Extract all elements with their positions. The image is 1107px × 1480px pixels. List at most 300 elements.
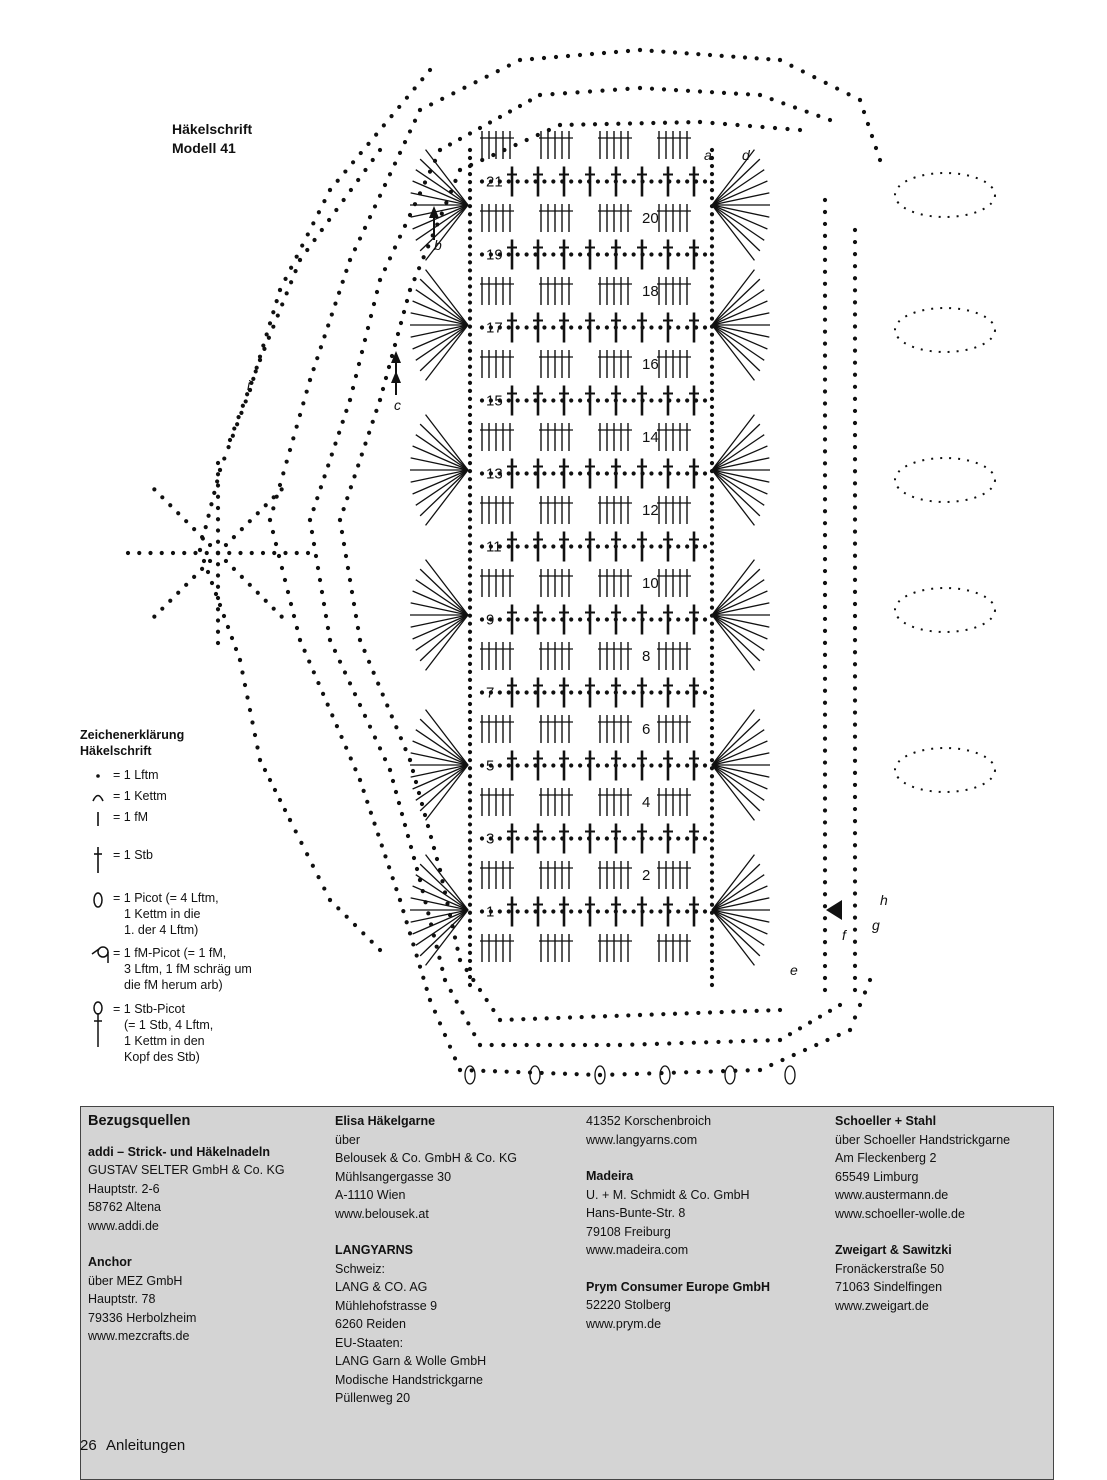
side-chain: [710, 518, 713, 521]
outer-chain-round: [853, 892, 856, 895]
left-arm-chain: [255, 366, 258, 369]
row-chain: [525, 472, 528, 475]
outer-chain-round: [378, 747, 381, 750]
side-chain: [710, 365, 713, 368]
row-chain: [543, 399, 546, 402]
side-chain: [468, 429, 471, 432]
outer-chain-round: [853, 313, 856, 316]
row-chain: [543, 545, 546, 548]
row-chain: [623, 910, 626, 913]
outer-chain-round: [823, 617, 826, 620]
left-arm-chain: [218, 603, 221, 606]
outer-chain-round: [366, 800, 369, 803]
outer-chain-round: [823, 498, 826, 501]
outer-chain-round: [548, 1043, 551, 1046]
side-chain: [468, 301, 471, 304]
legend-text: = 1 Stb-Picot: [113, 1002, 185, 1016]
left-arm-chain: [323, 200, 326, 203]
row-number-label: 10: [642, 575, 659, 592]
row-chain: [703, 399, 706, 402]
medallion-spoke: [160, 551, 163, 554]
outer-chain-round: [498, 1018, 501, 1021]
side-chain: [710, 277, 713, 280]
outer-chain-round: [330, 453, 333, 456]
medallion-spoke: [126, 551, 129, 554]
row-chain: [552, 545, 555, 548]
medallion-spoke: [194, 551, 197, 554]
side-chain: [468, 767, 471, 770]
row-chain: [480, 691, 483, 694]
side-chain: [710, 349, 713, 352]
side-chain: [710, 983, 713, 986]
stb-picot-icon: [90, 1001, 110, 1049]
row-chain: [525, 910, 528, 913]
outer-chain-round: [853, 904, 856, 907]
medallion-spoke: [171, 551, 174, 554]
outer-chain-round: [354, 614, 357, 617]
medallion-spoke: [216, 495, 219, 498]
medallion-spoke: [216, 596, 219, 599]
medallion-spoke: [239, 551, 242, 554]
side-chain: [710, 301, 713, 304]
side-chain: [468, 229, 471, 232]
outer-chain-round: [823, 593, 826, 596]
outer-chain-round: [853, 940, 856, 943]
row-number-label: 16: [642, 356, 659, 373]
side-chain: [710, 678, 713, 681]
medallion-spoke: [193, 575, 196, 578]
side-chain: [710, 975, 713, 978]
left-arm-chain: [246, 696, 249, 699]
outer-chain-round: [363, 649, 366, 652]
outer-chain-round: [360, 350, 363, 353]
outer-chain-round: [853, 554, 856, 557]
outer-chain-round: [853, 988, 856, 991]
vendor-link[interactable]: www.mezcrafts.de: [88, 1329, 190, 1343]
medallion-spoke: [216, 641, 219, 644]
fan-shell-left: [426, 910, 468, 965]
outer-chain-round: [767, 58, 770, 61]
outer-chain-round: [303, 649, 306, 652]
row-number-label: 14: [642, 429, 659, 446]
left-arm-chain: [258, 758, 261, 761]
row-chain: [623, 326, 626, 329]
left-arm-chain: [336, 179, 339, 182]
fan-shell-right: [712, 910, 754, 965]
medallion-spoke: [216, 619, 219, 622]
side-chain: [710, 959, 713, 962]
stb-picot: [785, 1066, 795, 1084]
outer-chain-round: [823, 198, 826, 201]
outer-chain-round: [427, 912, 430, 915]
outer-chain-round: [823, 905, 826, 908]
row-chain: [516, 399, 519, 402]
medallion-spoke: [216, 529, 219, 532]
outer-chain-round: [588, 90, 591, 93]
row-chain: [650, 399, 653, 402]
outer-chain-round: [773, 126, 776, 129]
outer-chain-round: [278, 483, 281, 486]
row-chain: [703, 326, 706, 329]
vendor-line: U. + M. Schmidt & Co. GmbH: [586, 1187, 750, 1202]
outer-chain-round: [342, 542, 345, 545]
vendor-link[interactable]: www.belousek.at: [335, 1206, 429, 1221]
outer-chain-round: [414, 780, 417, 783]
row-chain: [650, 326, 653, 329]
row-chain: [579, 253, 582, 256]
outer-chain-round: [418, 965, 421, 968]
left-arm-chain: [254, 370, 257, 373]
row-chain: [507, 472, 510, 475]
fan-shell-right: [712, 205, 760, 251]
outer-chain-round: [823, 821, 826, 824]
outer-chain-round: [798, 1027, 801, 1030]
left-arm-chain: [323, 887, 326, 890]
row-chain: [686, 618, 689, 621]
outer-chain-round: [295, 425, 298, 428]
row-chain: [525, 326, 528, 329]
outer-chain-round: [372, 302, 375, 305]
outer-chain-round: [805, 110, 808, 113]
outer-chain-round: [628, 122, 631, 125]
side-chain: [468, 726, 471, 729]
picot-icon: [90, 890, 110, 910]
outer-chain-round: [474, 81, 477, 84]
outer-chain-round: [781, 1058, 784, 1061]
outer-chain-round: [766, 1039, 769, 1042]
side-chain: [710, 638, 713, 641]
side-chain: [468, 911, 471, 914]
side-chain: [468, 887, 471, 890]
outer-chain-round: [853, 832, 856, 835]
side-chain: [710, 172, 713, 175]
medallion-spoke: [248, 583, 251, 586]
vendor-link[interactable]: www.austermann.de: [835, 1188, 949, 1202]
outer-chain-round: [441, 97, 444, 100]
left-arm-chain: [317, 211, 320, 214]
side-chain: [468, 221, 471, 224]
row-number-label: 12: [642, 502, 659, 519]
row-chain: [552, 472, 555, 475]
row-chain: [677, 618, 680, 621]
outer-chain-round: [617, 122, 620, 125]
side-chain: [710, 686, 713, 689]
row-chain: [659, 910, 662, 913]
medallion-spoke: [240, 575, 243, 578]
outer-chain-round: [770, 98, 773, 101]
side-chain: [468, 799, 471, 802]
fan-shell-right: [712, 325, 760, 371]
side-chain: [468, 518, 471, 521]
vendor-link[interactable]: www.schoeller-wolle.de: [835, 1206, 965, 1221]
vendor-line: Püllenweg 20: [335, 1391, 411, 1405]
side-chain: [710, 164, 713, 167]
outer-chain-round: [384, 855, 387, 858]
outer-chain-round: [563, 1072, 566, 1075]
side-chain: [710, 181, 713, 184]
left-arm-chain: [351, 161, 354, 164]
side-chain: [468, 405, 471, 408]
side-chain: [468, 759, 471, 762]
side-chain: [468, 783, 471, 786]
row-chain: [525, 837, 528, 840]
row-chain: [507, 764, 510, 767]
outer-chain-round: [432, 846, 435, 849]
vendor-link[interactable]: www.prym.de: [586, 1316, 662, 1331]
left-arm-chain: [252, 377, 255, 380]
row-number-label: 8: [642, 648, 651, 665]
row-chain: [596, 180, 599, 183]
left-arm-chain: [246, 393, 249, 396]
row-chain: [659, 764, 662, 767]
row-chain: [480, 837, 483, 840]
vendor-link[interactable]: www.madeira.com: [586, 1243, 689, 1257]
side-chain: [468, 172, 471, 175]
outer-chain-round: [778, 1008, 781, 1011]
medallion-spoke: [169, 504, 172, 507]
outer-chain-round: [380, 844, 383, 847]
outer-chain-round: [853, 530, 856, 533]
outer-chain-round: [853, 349, 856, 352]
medallion-spoke: [185, 583, 188, 586]
left-arm-chain: [222, 614, 225, 617]
left-arm-chain: [378, 948, 381, 951]
side-chain: [710, 526, 713, 529]
outer-chain-round: [685, 1012, 688, 1015]
outer-chain-round: [788, 1033, 791, 1036]
row-chain: [632, 326, 635, 329]
outer-chain-round: [398, 151, 401, 154]
outer-chain-round: [388, 768, 391, 771]
outer-chain-round: [638, 1013, 641, 1016]
row-chain: [507, 910, 510, 913]
row-chain: [552, 691, 555, 694]
outer-chain-round: [292, 437, 295, 440]
left-arm-chain: [311, 864, 314, 867]
row-chain: [525, 399, 528, 402]
fan-shell-right: [712, 910, 760, 956]
medallion-spoke: [280, 488, 283, 491]
fan-shell-right: [712, 205, 767, 229]
outer-chain-round: [514, 143, 517, 146]
outer-chain-round: [823, 964, 826, 967]
side-chain: [710, 783, 713, 786]
left-arm-chain: [241, 404, 244, 407]
outer-chain-round: [853, 856, 856, 859]
outer-chain-round: [866, 122, 869, 125]
side-chain: [468, 807, 471, 810]
row-chain: [677, 472, 680, 475]
row-chain: [703, 618, 706, 621]
fan-shell-left: [413, 910, 468, 934]
outer-chain-round: [345, 269, 348, 272]
vendor-title: Schoeller + Stahl: [835, 1114, 937, 1128]
outer-chain-round: [322, 602, 325, 605]
row-chain: [650, 180, 653, 183]
row-chain: [579, 180, 582, 183]
outer-chain-round: [448, 1045, 451, 1048]
row-chain: [579, 472, 582, 475]
outer-chain-round: [878, 158, 881, 161]
outer-chain-round: [367, 431, 370, 434]
outer-chain-round: [458, 137, 461, 140]
outer-chain-round: [590, 52, 593, 55]
outer-chain-round: [403, 141, 406, 144]
side-chain: [468, 333, 471, 336]
outer-chain-round: [377, 682, 380, 685]
outer-chain-round: [815, 1043, 818, 1046]
outer-chain-round: [405, 299, 408, 302]
medallion-spoke: [138, 551, 141, 554]
vendor-title: LANGYARNS: [335, 1243, 414, 1257]
outer-chain-round: [793, 106, 796, 109]
row-chain: [623, 253, 626, 256]
side-chain: [710, 421, 713, 424]
medallion-spoke: [216, 551, 219, 554]
medallion-spoke: [208, 559, 211, 562]
row-number-label: 21: [486, 173, 503, 191]
outer-chain-round: [853, 433, 856, 436]
outer-chain-round: [530, 57, 533, 60]
outer-chain-round: [308, 660, 311, 663]
side-chain: [710, 847, 713, 850]
left-arm-chain: [240, 411, 243, 414]
outer-chain-round: [853, 820, 856, 823]
outer-chain-round: [453, 1057, 456, 1060]
fan-shell-left: [413, 741, 468, 765]
left-arm-chain: [272, 325, 275, 328]
side-chain: [710, 855, 713, 858]
vendor-line: 79108 Freiburg: [586, 1224, 671, 1239]
outer-chain-round: [823, 306, 826, 309]
row-chain: [596, 472, 599, 475]
outer-chain-round: [697, 1011, 700, 1014]
outer-chain-round: [823, 534, 826, 537]
vendor-line: LANG & CO. AG: [335, 1280, 428, 1294]
outer-chain-round: [823, 881, 826, 884]
fan-shell-left: [426, 855, 468, 910]
chart-title: [172, 120, 252, 158]
outer-chain-round: [409, 845, 412, 848]
fan-shell-left: [426, 415, 468, 470]
side-chain: [710, 799, 713, 802]
fan-shell-left: [426, 270, 468, 325]
side-chain: [710, 694, 713, 697]
left-arm-chain: [251, 721, 254, 724]
outer-chain-round: [378, 278, 381, 281]
row-chain: [596, 764, 599, 767]
outer-chain-round: [358, 703, 361, 706]
vendor-link[interactable]: www.langyarns.com: [586, 1132, 698, 1147]
sources-col-2: [335, 1112, 517, 1408]
outer-chain-round: [853, 614, 856, 617]
vendor-link[interactable]: www.addi.de: [88, 1218, 159, 1233]
outer-chain-round: [316, 566, 319, 569]
outer-chain-round: [582, 123, 585, 126]
row-chain: [516, 910, 519, 913]
outer-chain-round: [418, 108, 421, 111]
legend-heading-2: Häkelschrift: [80, 744, 152, 758]
left-arm-chain: [294, 830, 297, 833]
fan-shell-left: [413, 615, 468, 639]
row-chain: [525, 180, 528, 183]
outer-chain-round: [748, 124, 751, 127]
row-chain: [623, 837, 626, 840]
outer-chain-round: [692, 1041, 695, 1044]
side-chain: [710, 895, 713, 898]
fan-shell-left: [426, 560, 468, 615]
left-arm-chain: [359, 151, 362, 154]
outer-chain-round: [348, 578, 351, 581]
row-chain: [516, 253, 519, 256]
vendor-line: A-1110 Wien: [335, 1188, 406, 1202]
vendor-line: 65549 Limburg: [835, 1169, 919, 1184]
left-arm-chain: [214, 592, 217, 595]
side-chain: [468, 421, 471, 424]
fan-shell-right: [712, 279, 760, 325]
outer-chain-round: [449, 989, 452, 992]
left-arm-chain: [345, 915, 348, 918]
side-chain: [710, 437, 713, 440]
left-arm-chain: [306, 248, 309, 251]
row-chain: [650, 691, 653, 694]
outer-chain-round: [853, 976, 856, 979]
row-chain: [632, 399, 635, 402]
outer-chain-round: [334, 302, 337, 305]
vendor-line: Am Fleckenberg 2: [835, 1151, 937, 1165]
side-chain: [468, 598, 471, 601]
left-arm-chain: [272, 311, 275, 314]
outer-chain-round: [662, 50, 665, 53]
fan-shell-right: [712, 325, 767, 349]
outer-chain-round: [786, 127, 789, 130]
row-chain: [605, 399, 608, 402]
outer-chain-round: [853, 747, 856, 750]
outer-chain-round: [709, 1070, 712, 1073]
outer-chain-round: [672, 1071, 675, 1074]
outer-chain-round: [767, 1009, 770, 1012]
outer-chain-round: [537, 1043, 540, 1046]
outer-chain-round: [853, 651, 856, 654]
outer-chain-round: [393, 343, 396, 346]
left-arm-chain: [198, 548, 201, 551]
outer-chain-round: [536, 133, 539, 136]
vendor-link[interactable]: www.zweigart.de: [835, 1298, 929, 1313]
medallion-spoke: [216, 608, 219, 611]
row-chain: [534, 326, 537, 329]
legend-text: 1 Kettm in den: [124, 1034, 205, 1048]
outer-chain-round: [285, 460, 288, 463]
side-chain: [468, 437, 471, 440]
left-arm-chain: [317, 876, 320, 879]
medallion-spoke: [216, 473, 219, 476]
outer-chain-round: [710, 91, 713, 94]
outer-chain-round: [823, 641, 826, 644]
outer-chain-round: [467, 1022, 470, 1025]
outer-chain-round: [522, 1018, 525, 1021]
row-chain: [703, 691, 706, 694]
left-arm-chain: [250, 381, 253, 384]
fan-shell-right: [712, 424, 760, 470]
left-arm-chain: [335, 208, 338, 211]
outer-chain-round: [650, 49, 653, 52]
cross-bar-icon: [90, 847, 110, 873]
outer-chain-round: [387, 365, 390, 368]
sources-heading: Bezugsquellen: [88, 1113, 191, 1129]
outer-chain-round: [823, 450, 826, 453]
outer-chain-round: [640, 122, 643, 125]
outer-chain-round: [349, 757, 352, 760]
